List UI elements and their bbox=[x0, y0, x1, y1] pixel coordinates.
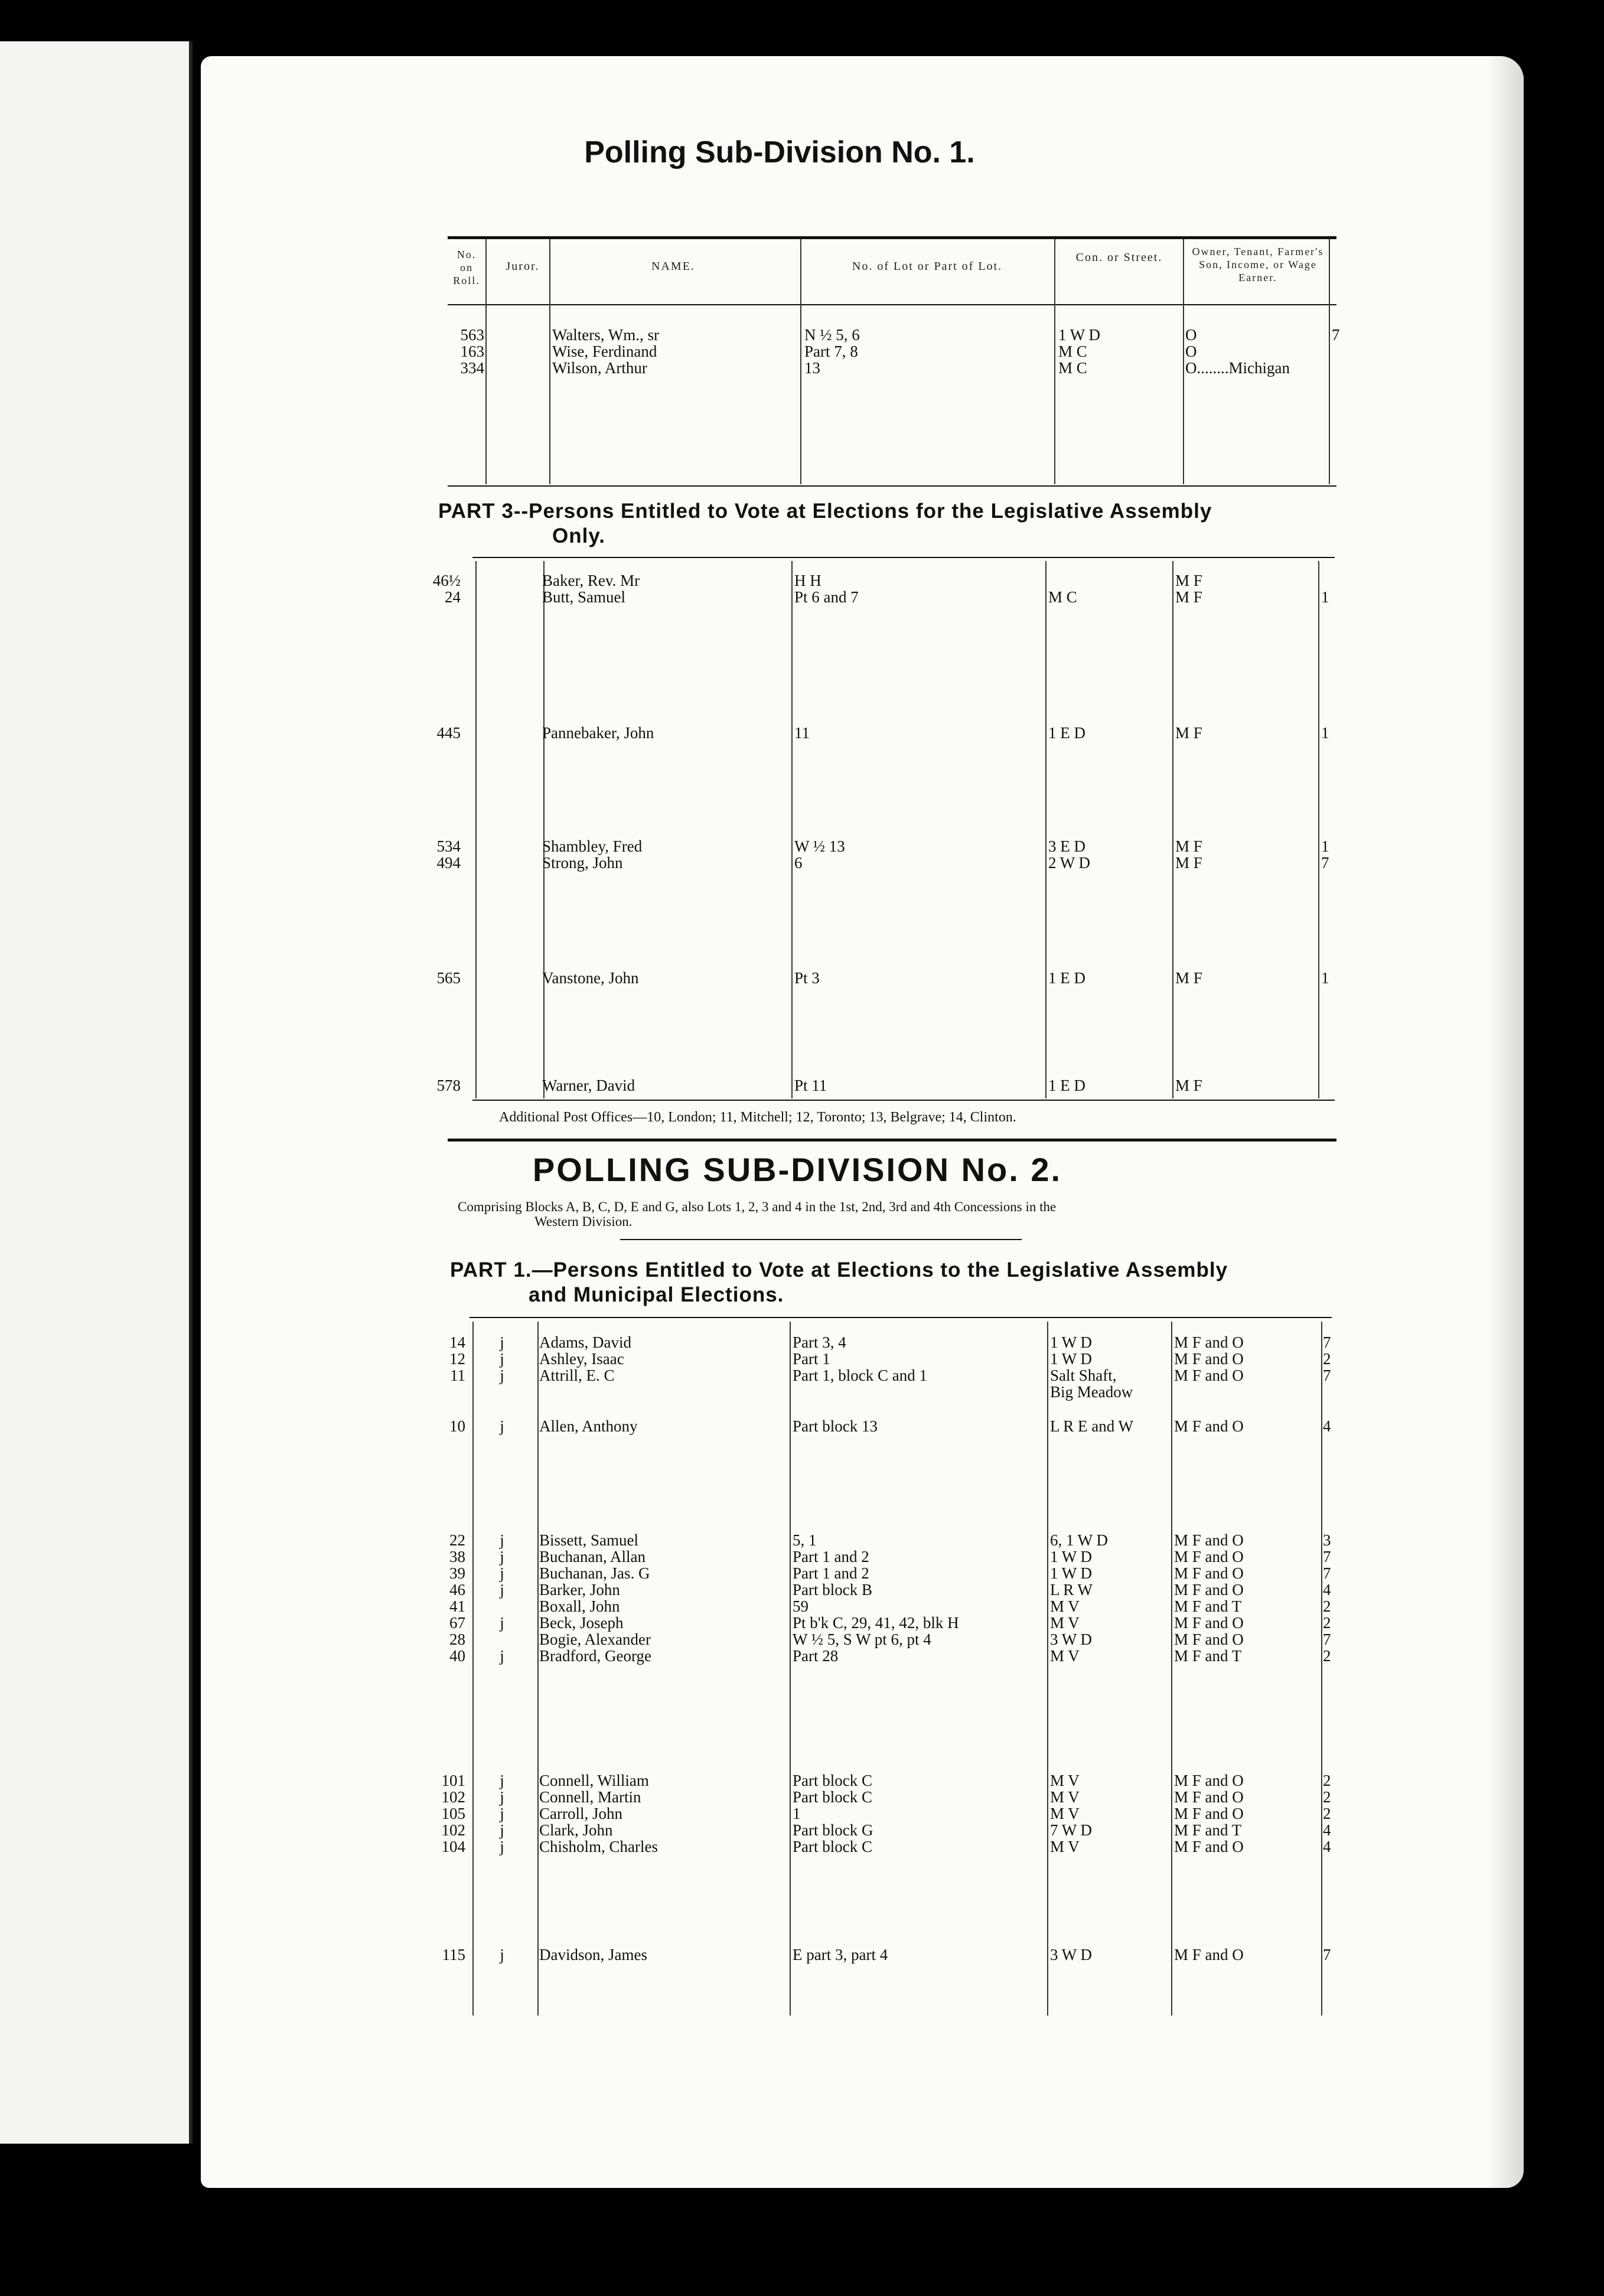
roll-number: 334 bbox=[460, 359, 484, 377]
sd1-header-name: NAME. bbox=[651, 260, 695, 273]
sd2-short-rule bbox=[620, 1239, 1022, 1240]
juror-mark: j bbox=[500, 1417, 504, 1435]
post-office: 4 bbox=[1323, 1417, 1331, 1435]
roll-number: 14 bbox=[449, 1333, 465, 1351]
table-row bbox=[0, 1417, 1604, 1435]
post-office: 2 bbox=[1323, 1614, 1331, 1632]
voter-name: Baker, Rev. Mr bbox=[542, 572, 640, 589]
concession: M C bbox=[1058, 359, 1087, 377]
voter-status: M F bbox=[1175, 854, 1202, 872]
voter-status: M F and O bbox=[1174, 1630, 1244, 1648]
post-office: 1 bbox=[1321, 969, 1329, 987]
lot-number: Pt 11 bbox=[794, 1077, 827, 1094]
post-office: 1 bbox=[1321, 724, 1329, 742]
concession: 1 W D bbox=[1058, 326, 1101, 344]
concession: M C bbox=[1058, 343, 1087, 360]
concession: M V bbox=[1050, 1597, 1080, 1615]
lot-number: 5, 1 bbox=[793, 1531, 817, 1549]
part3-col-line bbox=[543, 561, 545, 1098]
voter-status: M F and O bbox=[1174, 1417, 1244, 1435]
voter-status: M F bbox=[1175, 837, 1202, 855]
post-office: 7 bbox=[1323, 1366, 1331, 1384]
sd1-header-lot: No. of Lot or Part of Lot. bbox=[852, 260, 1003, 273]
table-row bbox=[0, 1946, 1604, 1964]
concession: 3 W D bbox=[1050, 1630, 1093, 1648]
voter-name: Davidson, James bbox=[539, 1946, 647, 1964]
table-row bbox=[0, 1788, 1604, 1806]
lot-number: Part 1, block C and 1 bbox=[793, 1366, 927, 1384]
voter-status: M F and T bbox=[1174, 1647, 1242, 1665]
roll-number: 41 bbox=[449, 1597, 465, 1615]
section-divider bbox=[448, 1139, 1336, 1142]
part3-heading-cont: Only. bbox=[552, 524, 605, 547]
voter-name: Adams, David bbox=[539, 1333, 631, 1351]
roll-number: 38 bbox=[449, 1548, 465, 1566]
concession: L R W bbox=[1050, 1581, 1093, 1599]
roll-number: 102 bbox=[441, 1821, 465, 1839]
voter-status: M F and O bbox=[1174, 1531, 1244, 1549]
voter-status: M F and O bbox=[1174, 1946, 1244, 1964]
table-row bbox=[0, 1772, 1604, 1789]
post-office: 7 bbox=[1323, 1548, 1331, 1566]
concession: 1 E D bbox=[1048, 1077, 1085, 1094]
voter-name: Boxall, John bbox=[539, 1597, 620, 1615]
post-office: 1 bbox=[1321, 588, 1329, 606]
voter-status: M F and O bbox=[1174, 1614, 1244, 1632]
table-row bbox=[0, 1821, 1604, 1839]
part3-heading: PART 3--Persons Entitled to Vote at Elections for the Legislative Assembly bbox=[438, 500, 1212, 523]
roll-number: 46½ bbox=[432, 572, 461, 589]
roll-number: 163 bbox=[460, 343, 484, 360]
concession: M V bbox=[1050, 1647, 1080, 1665]
post-office: 2 bbox=[1323, 1350, 1331, 1368]
juror-mark: j bbox=[500, 1581, 504, 1599]
roll-number: 10 bbox=[449, 1417, 465, 1435]
lot-number: H H bbox=[794, 572, 821, 589]
concession: M V bbox=[1050, 1805, 1080, 1822]
juror-mark: j bbox=[500, 1772, 504, 1789]
lot-number: 6 bbox=[794, 854, 803, 872]
lot-number: N ½ 5, 6 bbox=[804, 326, 860, 344]
roll-number: 578 bbox=[436, 1077, 461, 1094]
post-office: 2 bbox=[1323, 1772, 1331, 1789]
roll-number: 563 bbox=[460, 326, 484, 344]
voter-name: Wise, Ferdinand bbox=[552, 343, 657, 360]
sd1-title: Polling Sub-Division No. 1. bbox=[584, 135, 975, 169]
post-office: 7 bbox=[1323, 1630, 1331, 1648]
lot-number: Part 1 and 2 bbox=[793, 1564, 869, 1582]
juror-mark: j bbox=[500, 1805, 504, 1822]
part3-top-rule bbox=[472, 557, 1335, 558]
roll-number: 12 bbox=[449, 1350, 465, 1368]
juror-mark: j bbox=[500, 1333, 504, 1351]
lot-number: Pt 6 and 7 bbox=[794, 588, 859, 606]
voter-status: M F and O bbox=[1174, 1548, 1244, 1566]
lot-number: Part 1 and 2 bbox=[793, 1548, 869, 1566]
table-row bbox=[0, 588, 1604, 606]
post-office: 4 bbox=[1323, 1581, 1331, 1599]
lot-number: Part 28 bbox=[793, 1647, 839, 1665]
roll-number: 445 bbox=[436, 724, 461, 742]
part3-col-line bbox=[1318, 561, 1319, 1098]
voter-name: Bogie, Alexander bbox=[539, 1630, 651, 1648]
post-office: 7 bbox=[1332, 326, 1340, 344]
concession: 3 W D bbox=[1050, 1946, 1093, 1964]
concession: 1 E D bbox=[1048, 724, 1085, 742]
post-offices-note: Additional Post Offices—10, London; 11, Mitchell; 12, Toronto; 13, Belgrave; 14, Clinton. bbox=[499, 1110, 1016, 1125]
concession: M C bbox=[1048, 588, 1077, 606]
concession: 1 W D bbox=[1050, 1333, 1093, 1351]
part1-heading-cont: and Municipal Elections. bbox=[529, 1283, 784, 1306]
post-office: 1 bbox=[1321, 837, 1329, 855]
voter-name: Vanstone, John bbox=[542, 969, 639, 987]
roll-number: 101 bbox=[441, 1772, 465, 1789]
part3-col-line bbox=[1045, 561, 1046, 1098]
sd1-bottom-rule bbox=[448, 485, 1336, 487]
roll-number: 11 bbox=[450, 1366, 465, 1384]
roll-number: 494 bbox=[436, 854, 461, 872]
roll-number: 24 bbox=[445, 588, 461, 606]
concession: 3 E D bbox=[1048, 837, 1085, 855]
voter-name: Connell, William bbox=[539, 1772, 649, 1789]
juror-mark: j bbox=[500, 1564, 504, 1582]
sd2-title: POLLING SUB-DIVISION No. 2. bbox=[532, 1151, 1062, 1188]
lot-number: Part 3, 4 bbox=[793, 1333, 846, 1351]
juror-mark: j bbox=[500, 1788, 504, 1806]
voter-status: M F bbox=[1175, 572, 1202, 589]
table-row bbox=[0, 1597, 1604, 1615]
lot-number: 59 bbox=[793, 1597, 808, 1615]
table-row bbox=[0, 1614, 1604, 1632]
concession: 1 E D bbox=[1048, 969, 1085, 987]
voter-name: Strong, John bbox=[542, 854, 623, 872]
part3-col-line bbox=[1172, 561, 1173, 1098]
table-row bbox=[0, 1350, 1604, 1368]
concession: 1 W D bbox=[1050, 1548, 1093, 1566]
juror-mark: j bbox=[500, 1946, 504, 1964]
sd1-header-status: Owner, Tenant, Farmer's Son, Income, or Wage Earner. bbox=[1192, 246, 1324, 283]
concession: M V bbox=[1050, 1838, 1080, 1855]
lot-number: 11 bbox=[794, 724, 810, 742]
voter-name: Warner, David bbox=[542, 1077, 635, 1094]
roll-number: 67 bbox=[449, 1614, 465, 1632]
table-row bbox=[0, 343, 1604, 360]
voter-status: M F and T bbox=[1174, 1597, 1242, 1615]
voter-name: Walters, Wm., sr bbox=[552, 326, 660, 344]
post-office: 2 bbox=[1323, 1597, 1331, 1615]
voter-name: Beck, Joseph bbox=[539, 1614, 624, 1632]
lot-number: Part block C bbox=[793, 1772, 872, 1789]
voter-status: M F and O bbox=[1174, 1788, 1244, 1806]
sd2-description-cont: Western Division. bbox=[534, 1214, 633, 1229]
voter-name: Carroll, John bbox=[539, 1805, 622, 1822]
post-office: 2 bbox=[1323, 1805, 1331, 1822]
table-row bbox=[0, 1548, 1604, 1566]
voter-status: M F and O bbox=[1174, 1350, 1244, 1368]
voter-status: M F and O bbox=[1174, 1366, 1244, 1384]
lot-number: Part block 13 bbox=[793, 1417, 878, 1435]
voter-status: M F and O bbox=[1174, 1581, 1244, 1599]
roll-number: 22 bbox=[449, 1531, 465, 1549]
table-row bbox=[0, 1077, 1604, 1094]
post-office: 7 bbox=[1321, 854, 1329, 872]
juror-mark: j bbox=[500, 1531, 504, 1549]
lot-number: W ½ 13 bbox=[794, 837, 845, 855]
voter-name: Barker, John bbox=[539, 1581, 620, 1599]
post-office: 2 bbox=[1323, 1647, 1331, 1665]
part1-heading: PART 1.—Persons Entitled to Vote at Elections to the Legislative Assembly bbox=[450, 1258, 1228, 1281]
sd1-header-juror: Juror. bbox=[506, 260, 540, 273]
post-office: 7 bbox=[1323, 1946, 1331, 1964]
lot-number: Part 7, 8 bbox=[804, 343, 858, 360]
roll-number: 39 bbox=[449, 1564, 465, 1582]
voter-status: M F and O bbox=[1174, 1805, 1244, 1822]
juror-mark: j bbox=[500, 1821, 504, 1839]
table-row bbox=[0, 724, 1604, 742]
voter-status: M F bbox=[1175, 1077, 1202, 1094]
post-office: 4 bbox=[1323, 1821, 1331, 1839]
roll-number: 115 bbox=[442, 1946, 465, 1964]
roll-number: 105 bbox=[441, 1805, 465, 1822]
voter-name: Bradford, George bbox=[539, 1647, 651, 1665]
lot-number: Pt b'k C, 29, 41, 42, blk H bbox=[793, 1614, 959, 1632]
post-office: 2 bbox=[1323, 1788, 1331, 1806]
concession: Salt Shaft, bbox=[1050, 1366, 1117, 1384]
voter-status: M F and O bbox=[1174, 1772, 1244, 1789]
table-row bbox=[0, 1366, 1604, 1384]
voter-name: Ashley, Isaac bbox=[539, 1350, 624, 1368]
juror-mark: j bbox=[500, 1350, 504, 1368]
table-row bbox=[0, 1647, 1604, 1665]
sd1-header-con: Con. or Street. bbox=[1075, 251, 1163, 264]
lot-number: Part block B bbox=[793, 1581, 872, 1599]
part3-bottom-rule bbox=[472, 1100, 1335, 1101]
juror-mark: j bbox=[500, 1647, 504, 1665]
concession: 2 W D bbox=[1048, 854, 1091, 872]
table-row bbox=[0, 359, 1604, 377]
concession: L R E and W bbox=[1050, 1417, 1133, 1435]
post-office: 7 bbox=[1323, 1564, 1331, 1582]
voter-status: M F and O bbox=[1174, 1564, 1244, 1582]
lot-number: Pt 3 bbox=[794, 969, 820, 987]
voter-name: Allen, Anthony bbox=[539, 1417, 638, 1435]
table-row bbox=[0, 572, 1604, 589]
roll-number: 104 bbox=[441, 1838, 465, 1855]
roll-number: 565 bbox=[436, 969, 461, 987]
roll-number: 102 bbox=[441, 1788, 465, 1806]
roll-number: 28 bbox=[449, 1630, 465, 1648]
voter-status: M F bbox=[1175, 588, 1202, 606]
voter-name: Connell, Martin bbox=[539, 1788, 641, 1806]
concession: 1 W D bbox=[1050, 1564, 1093, 1582]
voter-name: Wilson, Arthur bbox=[552, 359, 647, 377]
concession: Big Meadow bbox=[1050, 1383, 1133, 1401]
voter-status: O bbox=[1185, 326, 1197, 344]
lot-number: Part 1 bbox=[793, 1350, 830, 1368]
voter-name: Bissett, Samuel bbox=[539, 1531, 638, 1549]
table-row bbox=[0, 1838, 1604, 1855]
concession: 7 W D bbox=[1050, 1821, 1093, 1839]
lot-number: E part 3, part 4 bbox=[793, 1946, 888, 1964]
roll-number: 534 bbox=[436, 837, 461, 855]
lot-number: Part block G bbox=[793, 1821, 873, 1839]
voter-name: Buchanan, Jas. G bbox=[539, 1564, 650, 1582]
part3-col-line bbox=[475, 561, 477, 1098]
sd2-description: Comprising Blocks A, B, C, D, E and G, also Lots 1, 2, 3 and 4 in the 1st, 2nd, 3rd and 4th Concessions in the bbox=[458, 1199, 1057, 1214]
voter-name: Pannebaker, John bbox=[542, 724, 654, 742]
table-row bbox=[0, 969, 1604, 987]
juror-mark: j bbox=[500, 1366, 504, 1384]
voter-name: Buchanan, Allan bbox=[539, 1548, 645, 1566]
table-row bbox=[0, 1531, 1604, 1549]
voter-status: M F bbox=[1175, 724, 1202, 742]
concession: M V bbox=[1050, 1614, 1080, 1632]
juror-mark: j bbox=[500, 1614, 504, 1632]
table-row bbox=[0, 1805, 1604, 1822]
post-office: 3 bbox=[1323, 1531, 1331, 1549]
voter-status: M F and T bbox=[1174, 1821, 1242, 1839]
roll-number: 46 bbox=[449, 1581, 465, 1599]
table-row bbox=[0, 1581, 1604, 1599]
table-row bbox=[0, 837, 1604, 855]
part1-top-rule bbox=[470, 1317, 1332, 1318]
juror-mark: j bbox=[500, 1548, 504, 1566]
table-row bbox=[0, 1333, 1604, 1351]
voter-name: Clark, John bbox=[539, 1821, 613, 1839]
concession: M V bbox=[1050, 1788, 1080, 1806]
concession: 1 W D bbox=[1050, 1350, 1093, 1368]
part3-col-line bbox=[791, 561, 793, 1098]
juror-mark: j bbox=[500, 1838, 504, 1855]
lot-number: 1 bbox=[793, 1805, 801, 1822]
sd1-top-rule bbox=[448, 236, 1336, 239]
table-row bbox=[0, 326, 1604, 344]
concession: 6, 1 W D bbox=[1050, 1531, 1109, 1549]
lot-number: Part block C bbox=[793, 1838, 872, 1855]
sd1-header-rule bbox=[448, 304, 1336, 305]
lot-number: W ½ 5, S W pt 6, pt 4 bbox=[793, 1630, 931, 1648]
table-row bbox=[0, 1383, 1604, 1401]
table-row bbox=[0, 854, 1604, 872]
voter-status: M F and O bbox=[1174, 1333, 1244, 1351]
table-row bbox=[0, 1564, 1604, 1582]
voter-status: M F bbox=[1175, 969, 1202, 987]
post-office: 7 bbox=[1323, 1333, 1331, 1351]
voter-status: M F and O bbox=[1174, 1838, 1244, 1855]
lot-number: 13 bbox=[804, 359, 820, 377]
table-row bbox=[0, 1630, 1604, 1648]
voter-name: Chisholm, Charles bbox=[539, 1838, 658, 1855]
roll-number: 40 bbox=[449, 1647, 465, 1665]
post-office: 4 bbox=[1323, 1838, 1331, 1855]
voter-status: O bbox=[1185, 343, 1197, 360]
concession: M V bbox=[1050, 1772, 1080, 1789]
voter-name: Shambley, Fred bbox=[542, 837, 643, 855]
lot-number: Part block C bbox=[793, 1788, 872, 1806]
voter-name: Attrill, E. C bbox=[539, 1366, 615, 1384]
sd1-header-no: No. on Roll. bbox=[453, 249, 480, 286]
voter-name: Butt, Samuel bbox=[542, 588, 625, 606]
voter-status: O........Michigan bbox=[1185, 359, 1290, 377]
